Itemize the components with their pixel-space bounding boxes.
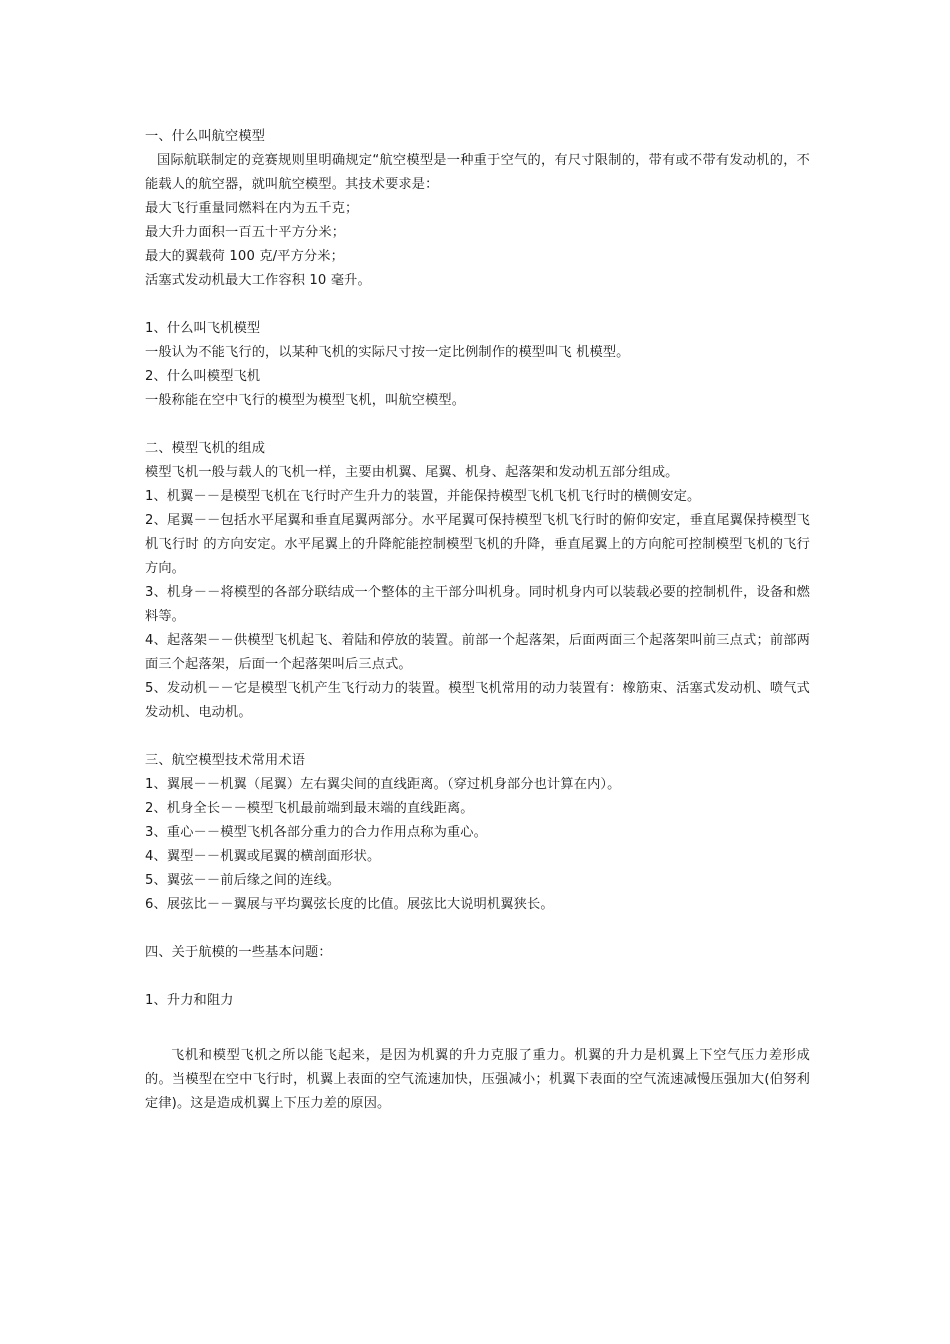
component-item: 5、发动机－－它是模型飞机产生飞行动力的装置。模型飞机常用的动力装置有：橡筋束、活塞式发动机、喷气式发动机、电动机。: [145, 681, 810, 720]
section-1-intro: 国际航联制定的竞赛规则里明确规定“航空模型是一种重于空气的，有尺寸限制的，带有或不带有发动机的，不能载人的航空器，就叫航空模型。其技术要求是：: [145, 153, 810, 192]
spacer: [145, 725, 810, 749]
document-body: [145, 125, 810, 1116]
section-4-subheading: 1、升力和阻力: [145, 993, 234, 1008]
requirement-item: 最大的翼载荷 100 克/平方分米；: [145, 249, 344, 264]
question-1-answer: 一般认为不能飞行的，以某种飞机的实际尺寸按一定比例制作的模型叫飞 机模型。: [145, 345, 630, 360]
term-item: 3、重心－－模型飞机各部分重力的合力作用点称为重心。: [145, 825, 487, 840]
spacer: [145, 1013, 810, 1044]
question-1-heading: 1、什么叫飞机模型: [145, 321, 261, 336]
section-4-heading: 四、关于航模的一些基本问题：: [145, 945, 332, 960]
requirement-item: 活塞式发动机最大工作容积 10 毫升。: [145, 273, 371, 288]
spacer: [145, 917, 810, 941]
component-item: 3、机身－－将模型的各部分联结成一个整体的主干部分叫机身。同时机身内可以装载必要的控制机件，设备和燃料等。: [145, 585, 810, 624]
requirement-item: 最大飞行重量同燃料在内为五千克；: [145, 201, 359, 216]
requirement-item: 最大升力面积一百五十平方分米；: [145, 225, 346, 240]
spacer: [145, 965, 810, 989]
term-item: 4、翼型－－机翼或尾翼的横剖面形状。: [145, 849, 381, 864]
component-item: 4、起落架－－供模型飞机起飞、着陆和停放的装置。前部一个起落架，后面两面三个起落架叫前三点式；前部两面三个起落架，后面一个起落架叫后三点式。: [145, 633, 810, 672]
component-item: 2、尾翼－－包括水平尾翼和垂直尾翼两部分。水平尾翼可保持模型飞机飞行时的俯仰安定，垂直尾翼保持模型飞机飞行时 的方向安定。水平尾翼上的升降舵能控制模型飞机的升降，垂直尾翼上的方向舵可控制模型飞机的飞行方向。: [145, 513, 810, 576]
term-item: 2、机身全长－－模型飞机最前端到最末端的直线距离。: [145, 801, 474, 816]
term-item: 6、展弦比－－翼展与平均翼弦长度的比值。展弦比大说明机翼狭长。: [145, 897, 554, 912]
spacer: [145, 293, 810, 317]
section-2-intro: 模型飞机一般与载人的飞机一样，主要由机翼、尾翼、机身、起落架和发动机五部分组成。: [145, 465, 679, 480]
term-item: 5、翼弦－－前后缘之间的连线。: [145, 873, 341, 888]
section-2-heading: 二、模型飞机的组成: [145, 441, 266, 456]
component-item: 1、机翼－－是模型飞机在飞行时产生升力的装置，并能保持模型飞机飞机飞行时的横侧安定。: [145, 489, 701, 504]
section-1-heading: 一、什么叫航空模型: [145, 129, 266, 144]
spacer: [145, 413, 810, 437]
question-2-answer: 一般称能在空中飞行的模型为模型飞机，叫航空模型。: [145, 393, 466, 408]
lift-drag-paragraph: 飞机和模型飞机之所以能飞起来，是因为机翼的升力克服了重力。机翼的升力是机翼上下空气压力差形成的。当模型在空中飞行时，机翼上表面的空气流速加快，压强减小；机翼下表面的空气流速减慢压强加大(伯努利定律)。这是造成机翼上下压力差的原因。: [145, 1048, 810, 1111]
section-3-heading: 三、航空模型技术常用术语: [145, 753, 306, 768]
term-item: 1、翼展－－机翼（尾翼）左右翼尖间的直线距离。（穿过机身部分也计算在内）。: [145, 777, 621, 792]
question-2-heading: 2、什么叫模型飞机: [145, 369, 261, 384]
